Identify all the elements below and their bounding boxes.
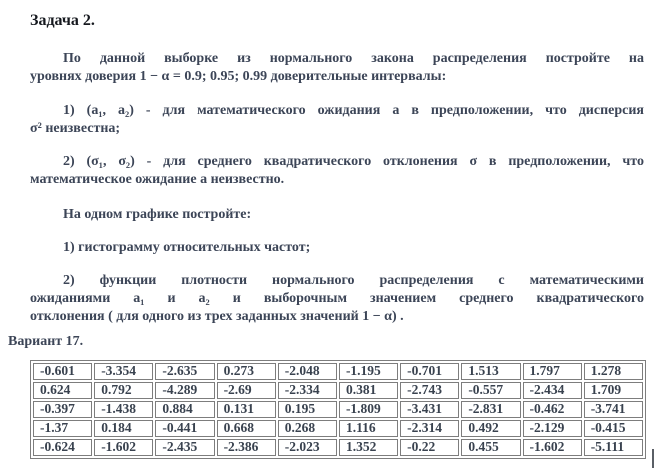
table-cell: -0.701	[400, 363, 459, 380]
table-row	[33, 420, 643, 437]
intro-line-2: уровнях доверия 1 − α = 0.9; 0.95; 0.99 доверительные интервалы:	[30, 69, 447, 84]
graph-heading	[30, 206, 644, 224]
table-cell: -2.334	[278, 382, 337, 399]
table-cell: -2.635	[155, 363, 214, 380]
table-row	[33, 439, 643, 456]
table-cell: 1.513	[461, 363, 520, 380]
table-cell: -2.435	[155, 439, 214, 456]
text-cursor	[652, 449, 654, 468]
table-cell: 0.381	[339, 382, 398, 399]
table-cell: -2.69	[217, 382, 276, 399]
interval-item-2-line-1: 2) (σ₁, σ₂) - для среднего квадратического отклонения σ в предположении, что	[63, 154, 644, 169]
table-cell: -1.809	[339, 401, 398, 418]
table-cell: -0.22	[400, 439, 459, 456]
table-cell: 0.184	[94, 420, 153, 437]
table-cell: -1.602	[523, 439, 582, 456]
table-cell: -0.462	[523, 401, 582, 418]
table-cell: -0.557	[461, 382, 520, 399]
table-cell: 0.884	[155, 401, 214, 418]
graph-item-2-line-1: 2) функции плотности нормального распределения с математическими	[63, 273, 644, 288]
table-cell: -1.195	[339, 363, 398, 380]
table-cell: 0.131	[217, 401, 276, 418]
table-cell: -2.831	[461, 401, 520, 418]
table-cell: -2.434	[523, 382, 582, 399]
table-cell: 0.492	[461, 420, 520, 437]
variant-label: Вариант 17.	[8, 334, 84, 349]
table-cell: -0.415	[584, 420, 643, 437]
table-cell: -1.438	[94, 401, 153, 418]
table-cell: 1.278	[584, 363, 643, 380]
table-cell: 1.352	[339, 439, 398, 456]
table-cell: 0.273	[217, 363, 276, 380]
table-cell: -3.354	[94, 363, 153, 380]
table-cell: 0.668	[217, 420, 276, 437]
sample-data-table	[30, 360, 646, 459]
table-cell: 1.709	[584, 382, 643, 399]
graph-item-2-line-3: отклонения ( для одного из трех заданных значений 1 − α) .	[30, 309, 404, 324]
table-cell: -1.37	[33, 420, 92, 437]
table-cell: -0.397	[33, 401, 92, 418]
table-cell: -2.129	[523, 420, 582, 437]
intro-line-1: По данной выборке из нормального закона распределения постройте на	[63, 51, 644, 66]
table-cell: 0.268	[278, 420, 337, 437]
table-cell: -4.289	[155, 382, 214, 399]
interval-item-1	[30, 102, 644, 138]
table-cell: 0.455	[461, 439, 520, 456]
table-cell: 0.792	[94, 382, 153, 399]
table-cell: -2.314	[400, 420, 459, 437]
interval-item-1-line-2: σ² неизвестна;	[30, 121, 121, 136]
graph-item-1-line: 1) гистограмму относительных частот;	[63, 240, 311, 255]
intro-paragraph	[30, 50, 644, 86]
graph-item-2-line-2: ожиданиями a₁ и a₂ и выборочным значением среднего квадратического	[30, 291, 644, 306]
table-cell: -0.624	[33, 439, 92, 456]
table-cell: 0.195	[278, 401, 337, 418]
table-cell: -2.048	[278, 363, 337, 380]
interval-item-1-line-1: 1) (a₁, a₂) - для математического ожидания a в предположении, что дисперсия	[63, 103, 644, 118]
table-row	[33, 363, 643, 380]
table-cell: -3.741	[584, 401, 643, 418]
graph-heading-line: На одном графике постройте:	[63, 207, 252, 222]
table-cell: -2.023	[278, 439, 337, 456]
graph-item-2	[30, 272, 644, 326]
table-cell: 0.624	[33, 382, 92, 399]
graph-item-1	[30, 239, 644, 257]
table-cell: 1.797	[523, 363, 582, 380]
interval-item-2-line-2: математическое ожидание a неизвестно.	[30, 172, 285, 187]
table-cell: -0.441	[155, 420, 214, 437]
table-cell: -3.431	[400, 401, 459, 418]
table-cell: -1.602	[94, 439, 153, 456]
table-cell: -2.386	[217, 439, 276, 456]
sample-table-body	[33, 363, 643, 456]
table-cell: -5.111	[584, 439, 643, 456]
page-title: Задача 2.	[30, 12, 95, 29]
table-cell: -0.601	[33, 363, 92, 380]
table-cell: -2.743	[400, 382, 459, 399]
table-row	[33, 401, 643, 418]
table-row	[33, 382, 643, 399]
table-cell: 1.116	[339, 420, 398, 437]
interval-item-2	[30, 153, 644, 189]
